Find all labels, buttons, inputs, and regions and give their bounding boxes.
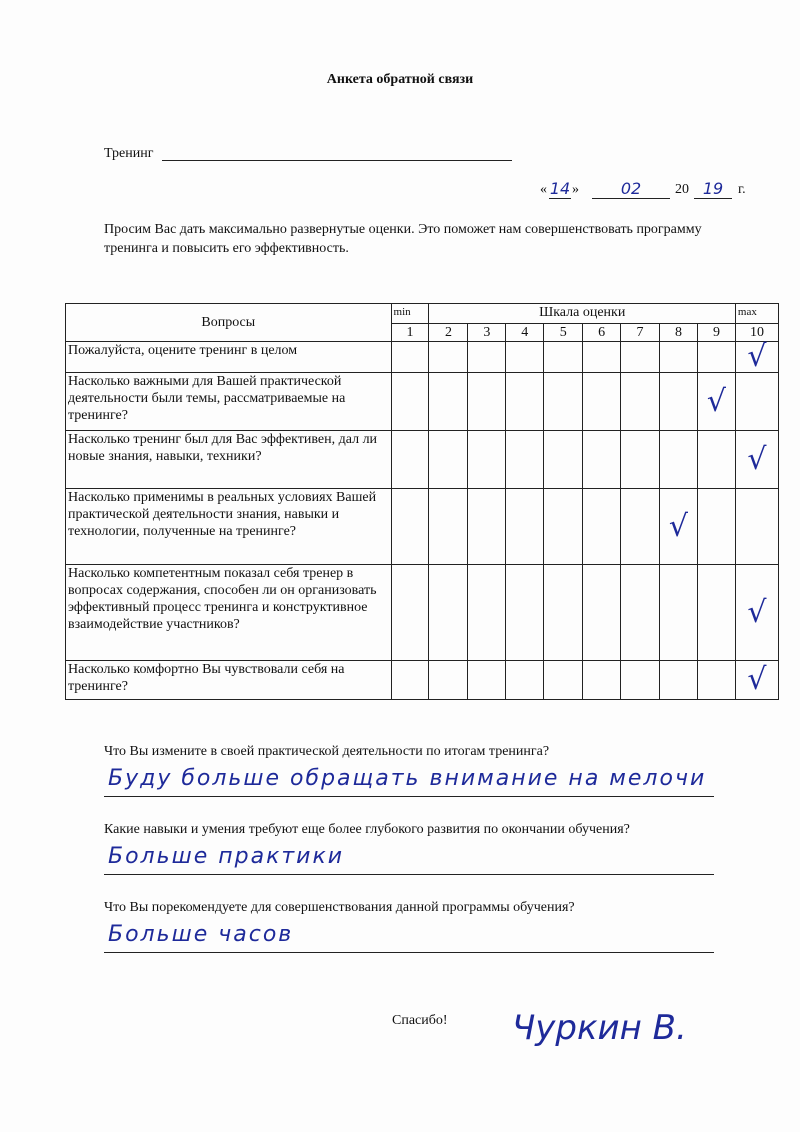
open-answer[interactable]: Больше часов xyxy=(108,922,294,947)
check-mark: √ xyxy=(668,508,689,544)
rating-cell[interactable] xyxy=(544,565,583,661)
date-year-prefix: 20 xyxy=(675,182,689,197)
scale-number: 8 xyxy=(660,324,698,342)
date-open-quote: « xyxy=(540,182,547,197)
rating-cell[interactable] xyxy=(506,489,544,565)
rating-cell[interactable] xyxy=(621,661,660,700)
rating-cell[interactable] xyxy=(506,431,544,489)
rating-cell[interactable] xyxy=(735,661,778,700)
rating-cell[interactable] xyxy=(506,565,544,661)
answer-line xyxy=(104,796,714,797)
question-text: Насколько применимы в реальных условиях Вашей практической деятельности знания, навыки и технологии, полученные на тренинге? xyxy=(66,489,392,565)
rating-cell[interactable] xyxy=(735,373,778,431)
rating-cell[interactable] xyxy=(391,565,429,661)
rating-cell[interactable] xyxy=(391,661,429,700)
form-title: Анкета обратной связи xyxy=(326,72,474,87)
rating-cell[interactable] xyxy=(660,661,698,700)
training-label: Тренинг xyxy=(104,146,154,161)
rating-cell[interactable] xyxy=(468,565,506,661)
rating-cell[interactable] xyxy=(391,373,429,431)
scale-number: 2 xyxy=(429,324,468,342)
scale-number: 5 xyxy=(544,324,583,342)
answer-line xyxy=(104,874,714,875)
rating-cell[interactable] xyxy=(583,342,621,373)
rating-cell[interactable] xyxy=(583,489,621,565)
date-field xyxy=(540,179,760,204)
rating-cell[interactable] xyxy=(468,489,506,565)
rating-cell[interactable] xyxy=(429,489,468,565)
check-mark: √ xyxy=(747,662,767,697)
rating-cell[interactable] xyxy=(697,565,735,661)
rating-cell[interactable] xyxy=(735,489,778,565)
rating-cell[interactable] xyxy=(735,339,778,374)
rating-cell[interactable] xyxy=(660,489,698,565)
rating-cell[interactable] xyxy=(468,431,506,489)
intro-text: Просим Вас дать максимально развернутые оценки. Это поможет нам совершенствовать программу тренинга и повысить его эффективность. xyxy=(104,222,702,256)
question-row xyxy=(66,431,779,489)
rating-cell[interactable] xyxy=(391,431,429,489)
rating-cell[interactable] xyxy=(621,373,660,431)
rating-cell[interactable] xyxy=(697,373,735,431)
rating-cell[interactable] xyxy=(660,342,698,373)
rating-cell[interactable] xyxy=(621,565,660,661)
check-mark: √ xyxy=(747,441,767,477)
rating-cell[interactable] xyxy=(429,373,468,431)
signature: Чуркин В. xyxy=(512,1008,687,1048)
max-label: max xyxy=(735,304,778,324)
thanks-text: Спасибо! xyxy=(392,1013,448,1028)
question-row xyxy=(66,373,779,431)
rating-cell[interactable] xyxy=(697,661,735,700)
rating-cell[interactable] xyxy=(735,431,778,489)
date-year-abbr: г. xyxy=(738,182,746,197)
rating-cell[interactable] xyxy=(621,489,660,565)
rating-cell[interactable] xyxy=(583,373,621,431)
open-answer[interactable]: Больше практики xyxy=(108,844,345,869)
rating-cell[interactable] xyxy=(391,489,429,565)
open-question: Что Вы порекомендуете для совершенствования данной программы обучения? xyxy=(104,900,575,915)
rating-cell[interactable] xyxy=(621,342,660,373)
open-answer[interactable]: Буду больше обращать внимание на мелочи xyxy=(108,766,707,791)
check-mark: √ xyxy=(747,594,767,630)
open-question: Какие навыки и умения требуют еще более глубокого развития по окончании обучения? xyxy=(104,822,630,837)
rating-table xyxy=(65,303,779,700)
rating-cell[interactable] xyxy=(583,661,621,700)
rating-cell[interactable] xyxy=(697,489,735,565)
questions-header: Вопросы xyxy=(66,304,392,342)
question-row xyxy=(66,342,779,373)
rating-cell[interactable] xyxy=(583,431,621,489)
date-month[interactable]: 02 xyxy=(592,179,670,199)
rating-cell[interactable] xyxy=(468,661,506,700)
rating-cell[interactable] xyxy=(468,342,506,373)
rating-cell[interactable] xyxy=(429,431,468,489)
open-question: Что Вы измените в своей практической деятельности по итогам тренинга? xyxy=(104,744,550,759)
scale-header: Шкала оценки xyxy=(429,304,735,324)
question-text: Насколько комфортно Вы чувствовали себя на тренинге? xyxy=(66,661,392,700)
training-field[interactable] xyxy=(162,160,512,161)
scale-number: 10 xyxy=(735,324,778,342)
question-text: Насколько компетентным показал себя тренер в вопросах содержания, способен ли он организовать эффективный процесс тренинга и конструктивное взаимодействие участников? xyxy=(66,565,392,661)
rating-cell[interactable] xyxy=(697,431,735,489)
question-row xyxy=(66,565,779,661)
rating-cell[interactable] xyxy=(506,373,544,431)
date-day[interactable]: 14 xyxy=(549,179,571,198)
question-text: Насколько тренинг был для Вас эффективен, дал ли новые знания, навыки, техники? xyxy=(66,431,392,489)
rating-cell[interactable] xyxy=(544,489,583,565)
rating-cell[interactable] xyxy=(429,565,468,661)
rating-cell[interactable] xyxy=(735,565,778,661)
date-close-quote: » xyxy=(572,182,579,197)
rating-cell[interactable] xyxy=(660,431,698,489)
rating-cell[interactable] xyxy=(468,373,506,431)
question-row xyxy=(66,661,779,700)
scale-number: 9 xyxy=(697,324,735,342)
rating-cell[interactable] xyxy=(506,342,544,373)
rating-cell[interactable] xyxy=(660,565,698,661)
answer-line xyxy=(104,952,714,953)
rating-cell[interactable] xyxy=(429,661,468,700)
check-mark: √ xyxy=(747,339,767,374)
check-mark: √ xyxy=(706,383,726,419)
question-text: Насколько важными для Вашей практической деятельности были темы, рассматриваемые на тренинге? xyxy=(66,373,392,431)
question-text: Пожалуйста, оцените тренинг в целом xyxy=(66,342,392,373)
rating-cell[interactable] xyxy=(544,431,583,489)
rating-cell[interactable] xyxy=(583,565,621,661)
rating-cell[interactable] xyxy=(506,661,544,700)
rating-cell[interactable] xyxy=(544,373,583,431)
rating-cell[interactable] xyxy=(660,373,698,431)
rating-cell[interactable] xyxy=(621,431,660,489)
scale-number: 7 xyxy=(621,324,660,342)
min-label: min xyxy=(391,304,429,324)
scale-number: 6 xyxy=(583,324,621,342)
date-year-suffix[interactable]: 19 xyxy=(694,179,732,199)
rating-cell[interactable] xyxy=(429,342,468,373)
scale-number: 4 xyxy=(506,324,544,342)
rating-cell[interactable] xyxy=(697,342,735,373)
scale-number: 1 xyxy=(391,324,429,342)
rating-cell[interactable] xyxy=(391,342,429,373)
rating-cell[interactable] xyxy=(544,661,583,700)
scale-number: 3 xyxy=(468,324,506,342)
rating-cell[interactable] xyxy=(544,342,583,373)
question-row xyxy=(66,489,779,565)
